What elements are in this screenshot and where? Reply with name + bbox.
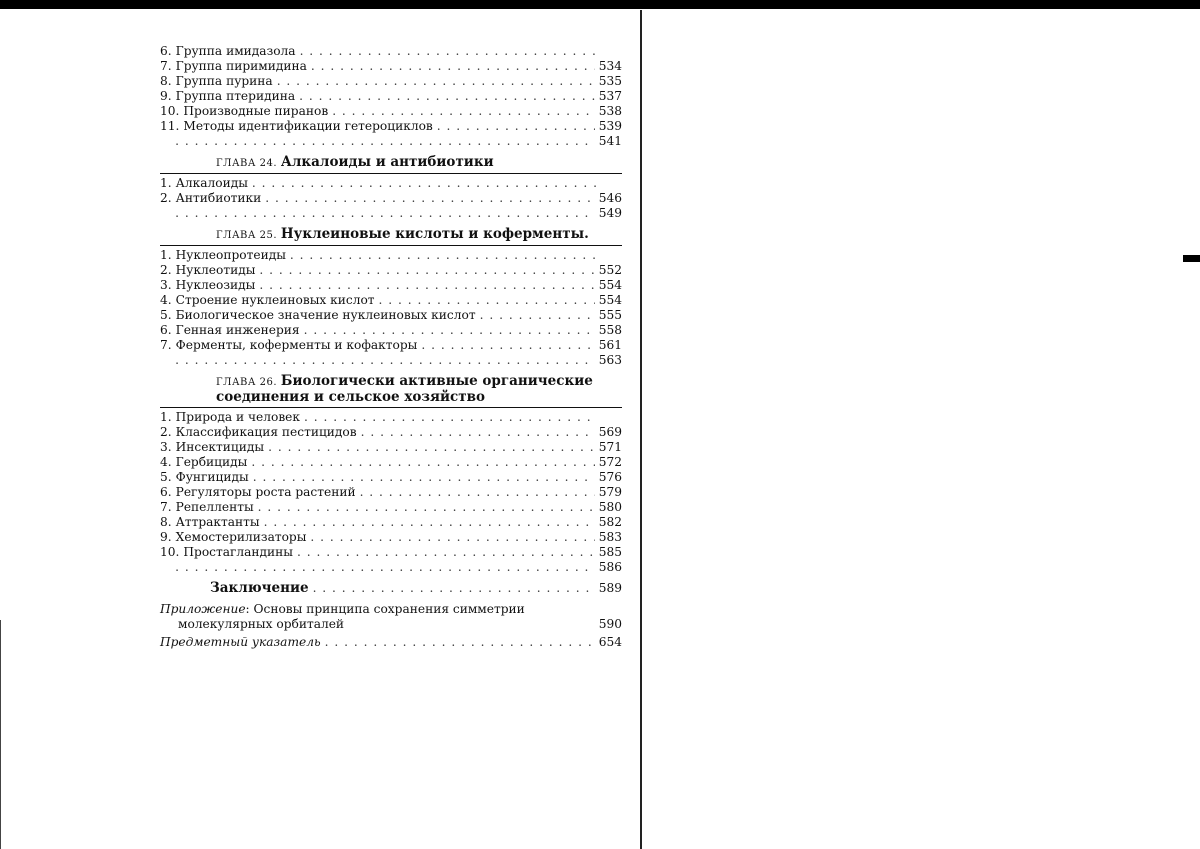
entry-label: Нуклеозиды: [175, 278, 256, 292]
toc-entry: [160, 323, 622, 338]
chapter-24-heading: [160, 155, 622, 174]
entry-number: 5.: [160, 470, 172, 484]
toc-entry: [160, 59, 622, 74]
entry-label: Простагландины: [183, 545, 293, 559]
toc-entry: [160, 89, 622, 104]
entry-number: 11.: [160, 119, 180, 133]
entry-page: 582: [598, 515, 622, 529]
entry-number: 3.: [160, 440, 172, 454]
dot-leader: [290, 248, 596, 263]
dot-leader: [361, 425, 595, 440]
entry-label: Группа имидазола: [175, 44, 296, 58]
toc-entry: [160, 500, 622, 515]
entry-page: 572: [598, 455, 622, 469]
entry-number: 1.: [160, 248, 172, 262]
entry-page: 583: [598, 530, 622, 544]
toc-entry: [160, 470, 622, 485]
dot-leader: [259, 278, 594, 293]
entry-number: 3.: [160, 278, 172, 292]
dot-leader: [311, 59, 595, 74]
entry-page: 552: [598, 263, 622, 277]
appendix-label-italic: Приложение: [160, 602, 246, 616]
entry-label: Заключение: [210, 580, 309, 596]
dot-leader: [421, 338, 594, 353]
toc-entry: [160, 263, 622, 278]
table-of-contents: [160, 44, 622, 650]
toc-entry: [160, 515, 622, 530]
entry-label: Аттрактанты: [175, 515, 260, 529]
toc-entry: [160, 440, 622, 455]
chapter-title: Нуклеиновые кислоты и коферменты.: [280, 226, 589, 242]
dot-leader: [325, 635, 595, 650]
entry-label: Антибиотики: [175, 191, 262, 205]
chapter-prefix: ГЛАВА 26.: [216, 377, 278, 388]
scan-top-border: [0, 0, 1200, 9]
entry-page: 569: [598, 425, 622, 439]
toc-entry: [160, 308, 622, 323]
chapter-24-entries: [160, 176, 622, 221]
chapter-25-heading: [160, 227, 622, 246]
entry-label: Фунгициды: [175, 470, 249, 484]
dot-leader: [251, 455, 594, 470]
entry-number: 8.: [160, 515, 172, 529]
entry-page: 555: [598, 308, 622, 322]
entry-page: 586: [598, 560, 622, 574]
scan-right-mark: [1183, 255, 1200, 262]
entry-label: Репелленты: [175, 500, 254, 514]
entry-number: 7.: [160, 59, 172, 73]
entry-page: 549: [598, 206, 622, 220]
toc-entry: [160, 338, 622, 353]
entry-page: 537: [598, 89, 622, 103]
chapter-title: Алкалоиды и антибиотики: [280, 154, 494, 170]
entry-number: 1.: [160, 176, 172, 190]
entry-label: Природа и человек: [175, 410, 301, 424]
entry-label: Группа пиримидина: [175, 59, 307, 73]
entry-label: Хемостерилизаторы: [175, 530, 307, 544]
toc-entry: [160, 248, 622, 263]
entry-number: 7.: [160, 338, 172, 352]
appendix-line-2: [160, 617, 622, 632]
toc-entry: [160, 410, 622, 425]
entry-number: 2.: [160, 263, 172, 277]
toc-section-heterocycles: [160, 44, 622, 149]
dot-leader: [175, 353, 595, 368]
dot-leader: [299, 89, 595, 104]
entry-page: 585: [598, 545, 622, 559]
entry-page: 576: [598, 470, 622, 484]
toc-entry: [160, 293, 622, 308]
entry-label: Группа птеридина: [175, 89, 296, 103]
entry-page: 541: [598, 134, 622, 148]
appendix-label-line-2: молекулярных орбиталей: [178, 617, 345, 631]
chapter-26-entries: [160, 410, 622, 575]
entry-page: 580: [598, 500, 622, 514]
entry-label: Гербициды: [175, 455, 248, 469]
toc-entry: [160, 104, 622, 119]
entry-label: Нуклеотиды: [175, 263, 256, 277]
appendix-line-1: [160, 602, 622, 617]
entry-number: 5.: [160, 308, 172, 322]
toc-entry: [160, 119, 622, 134]
entry-page: 590: [598, 617, 622, 631]
entry-page: 538: [598, 104, 622, 118]
dot-leader: [175, 134, 595, 149]
entry-page: 539: [598, 119, 622, 133]
dot-leader: [175, 560, 595, 575]
dot-leader: [304, 410, 596, 425]
toc-entry: [160, 530, 622, 545]
chapter-title-line-2: соединения и сельское хозяйство: [216, 389, 485, 405]
dot-leader: [313, 581, 595, 596]
entry-label: Инсектициды: [175, 440, 265, 454]
dot-leader: [264, 515, 595, 530]
entry-number: 10.: [160, 104, 180, 118]
toc-entry-conclusion: [160, 581, 622, 596]
toc-entry: [160, 485, 622, 500]
entry-label: Методы идентификации гетероциклов: [183, 119, 433, 133]
entry-page: 571: [598, 440, 622, 454]
dot-leader: [258, 500, 595, 515]
toc-entry-appendix: [160, 602, 622, 632]
entry-number: 10.: [160, 545, 180, 559]
toc-entry: [160, 134, 622, 149]
toc-entry-index: [160, 635, 622, 650]
entry-page: 554: [598, 293, 622, 307]
entry-page: 579: [598, 485, 622, 499]
entry-number: 6.: [160, 485, 172, 499]
entry-page: 654: [598, 635, 622, 649]
toc-entry: [160, 176, 622, 191]
toc-entry: [160, 353, 622, 368]
dot-leader: [332, 104, 595, 119]
toc-entry: [160, 278, 622, 293]
entry-number: 2.: [160, 191, 172, 205]
toc-entry: [160, 455, 622, 470]
dot-leader: [310, 530, 594, 545]
entry-number: 9.: [160, 89, 172, 103]
entry-number: 8.: [160, 74, 172, 88]
entry-label: Нуклеопротеиды: [175, 248, 286, 262]
entry-number: 4.: [160, 455, 172, 469]
dot-leader: [437, 119, 595, 134]
chapter-26-heading: [160, 374, 622, 408]
entry-number: 4.: [160, 293, 172, 307]
toc-entry: [160, 560, 622, 575]
page-fold-line: [640, 10, 642, 849]
entry-number: 2.: [160, 425, 172, 439]
dot-leader: [379, 293, 595, 308]
entry-number: 9.: [160, 530, 172, 544]
dot-leader: [300, 44, 596, 59]
entry-label: Классификация пестицидов: [175, 425, 357, 439]
entry-page: 554: [598, 278, 622, 292]
dot-leader: [277, 74, 595, 89]
chapter-title-line-1: Биологически активные органические: [280, 373, 593, 389]
entry-label: Алкалоиды: [175, 176, 248, 190]
dot-leader: [360, 485, 595, 500]
toc-entry: [160, 545, 622, 560]
entry-label: Предметный указатель: [160, 635, 321, 649]
chapter-prefix: ГЛАВА 25.: [216, 230, 278, 241]
entry-number: 6.: [160, 323, 172, 337]
entry-page: 535: [598, 74, 622, 88]
entry-number: 6.: [160, 44, 172, 58]
dot-leader: [268, 440, 595, 455]
entry-label: Ферменты, коферменты и кофакторы: [175, 338, 418, 352]
toc-entry: [160, 44, 622, 59]
toc-entry: [160, 74, 622, 89]
toc-entry: [160, 206, 622, 221]
toc-entry: [160, 425, 622, 440]
scan-left-edge: [0, 620, 1, 849]
toc-entry: [160, 191, 622, 206]
entry-number: 1.: [160, 410, 172, 424]
entry-label: Строение нуклеиновых кислот: [175, 293, 375, 307]
chapter-25-entries: [160, 248, 622, 368]
dot-leader: [259, 263, 594, 278]
entry-page: 534: [598, 59, 622, 73]
entry-page: 561: [598, 338, 622, 352]
dot-leader: [480, 308, 595, 323]
entry-label: Группа пурина: [175, 74, 273, 88]
dot-leader: [253, 470, 595, 485]
dot-leader: [252, 176, 596, 191]
entry-label: Регуляторы роста растений: [175, 485, 356, 499]
appendix-label-rest: : Основы принципа сохранения симметрии: [245, 602, 525, 616]
entry-label: Производные пиранов: [183, 104, 329, 118]
entry-page: 558: [598, 323, 622, 337]
entry-label: Биологическое значение нуклеиновых кислот: [175, 308, 476, 322]
dot-leader: [265, 191, 594, 206]
entry-page: 546: [598, 191, 622, 205]
entry-page: 589: [598, 581, 622, 595]
dot-leader: [297, 545, 595, 560]
entry-number: 7.: [160, 500, 172, 514]
entry-page: 563: [598, 353, 622, 367]
chapter-prefix: ГЛАВА 24.: [216, 158, 278, 169]
entry-label: Генная инженерия: [175, 323, 300, 337]
dot-leader: [175, 206, 595, 221]
dot-leader: [304, 323, 595, 338]
